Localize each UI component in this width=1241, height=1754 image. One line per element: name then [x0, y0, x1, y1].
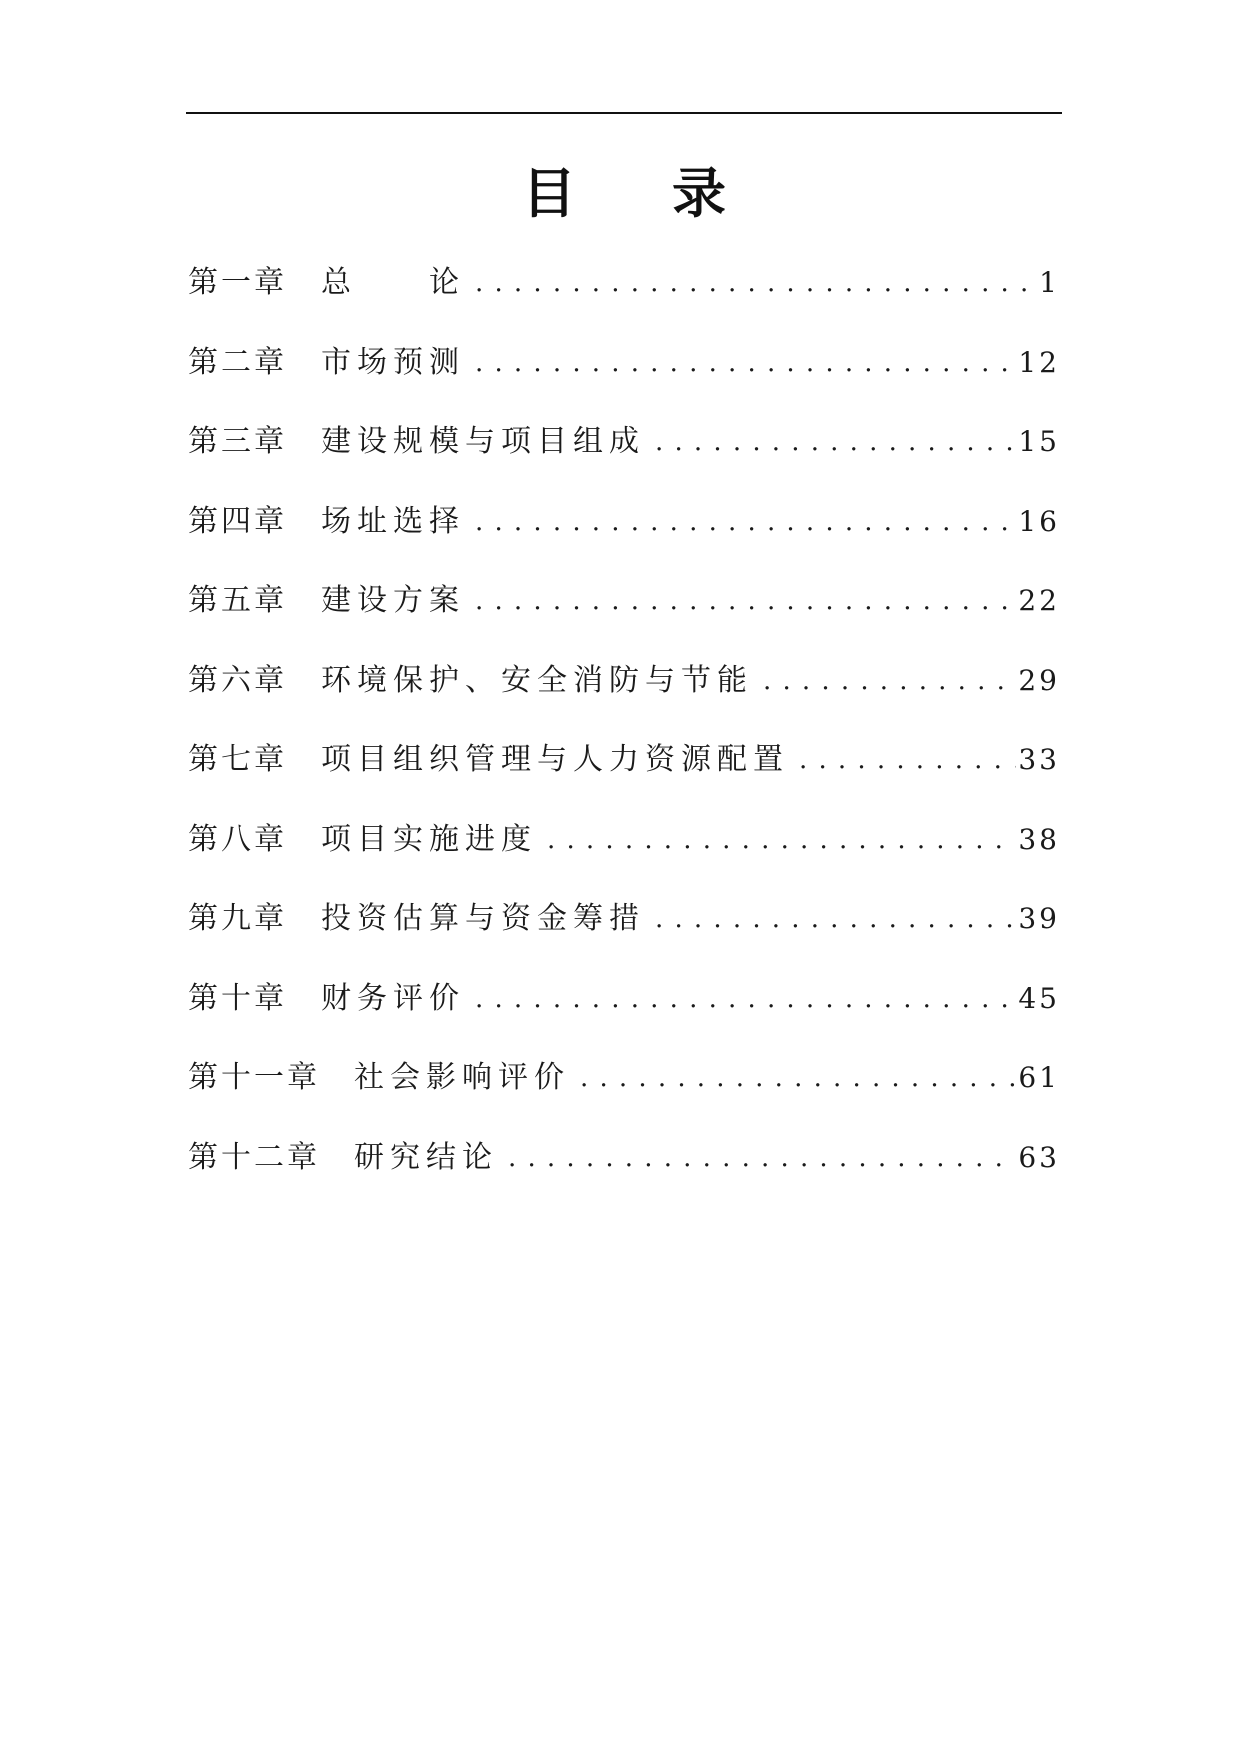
- entry-chapter: 第十二章: [188, 1139, 320, 1175]
- entry-chapter: 第四章: [188, 503, 287, 539]
- entry-title: 建设规模与项目组成: [321, 424, 645, 459]
- toc-list: [188, 251, 1060, 1205]
- entry-title: 建设方案: [321, 583, 465, 618]
- entry-chapter: 第三章: [188, 424, 287, 459]
- toc-entry-5[interactable]: [188, 569, 1060, 649]
- toc-entry-11[interactable]: [188, 1046, 1060, 1126]
- dot-leader: [570, 1046, 1016, 1110]
- header-rule: [186, 112, 1062, 114]
- dot-leader: [465, 967, 1016, 1031]
- entry-page-number: 33: [1018, 743, 1060, 776]
- dot-leader: [645, 887, 1016, 951]
- toc-entry-10[interactable]: [188, 967, 1060, 1047]
- toc-entry-4[interactable]: [188, 490, 1060, 570]
- entry-page-number: 38: [1018, 822, 1060, 856]
- entry-title: 财务评价: [321, 980, 465, 1016]
- entry-title: 投资估算与资金筹措: [321, 901, 645, 936]
- entry-page-number: 61: [1018, 1061, 1060, 1094]
- entry-title: 项目组织管理与人力资源配置: [321, 742, 789, 777]
- toc-entry-8[interactable]: [188, 808, 1060, 888]
- dot-leader: [465, 490, 1016, 554]
- dot-leader: [645, 410, 1016, 474]
- entry-page-number: 12: [1018, 345, 1060, 379]
- toc-entry-12[interactable]: [188, 1126, 1060, 1206]
- entry-chapter: 第九章: [188, 901, 287, 936]
- entry-page-number: 1: [1039, 266, 1060, 299]
- entry-page-number: 29: [1018, 663, 1060, 697]
- toc-entry-7[interactable]: [188, 728, 1060, 808]
- dot-leader: [537, 808, 1016, 872]
- entry-page-number: 15: [1018, 425, 1060, 458]
- entry-title: 项目实施进度: [321, 821, 537, 857]
- entry-chapter: 第一章: [188, 265, 287, 300]
- entry-title: 总 论: [321, 265, 465, 300]
- toc-entry-1[interactable]: [188, 251, 1060, 331]
- entry-title: 场址选择: [321, 503, 465, 539]
- entry-title: 市场预测: [321, 344, 465, 380]
- entry-page-number: 45: [1018, 981, 1060, 1015]
- toc-entry-3[interactable]: [188, 410, 1060, 490]
- toc-entry-9[interactable]: [188, 887, 1060, 967]
- toc-entry-2[interactable]: [188, 331, 1060, 411]
- entry-chapter: 第八章: [188, 821, 287, 857]
- entry-chapter: 第十章: [188, 980, 287, 1016]
- dot-leader: [498, 1126, 1016, 1190]
- entry-title: 环境保护、安全消防与节能: [321, 662, 753, 698]
- dot-leader: [789, 728, 1016, 792]
- entry-title: 社会影响评价: [354, 1060, 570, 1095]
- dot-leader: [465, 569, 1016, 633]
- entry-page-number: 39: [1018, 902, 1060, 935]
- entry-page-number: 22: [1018, 584, 1060, 617]
- toc-title: 目录: [522, 162, 822, 225]
- dot-leader: [465, 331, 1016, 395]
- entry-chapter: 第七章: [188, 742, 287, 777]
- entry-title: 研究结论: [354, 1139, 498, 1175]
- entry-chapter: 第五章: [188, 583, 287, 618]
- entry-page-number: 63: [1018, 1140, 1060, 1174]
- dot-leader: [465, 251, 1037, 315]
- dot-leader: [753, 649, 1016, 713]
- entry-page-number: 16: [1018, 504, 1060, 538]
- entry-chapter: 第十一章: [188, 1060, 320, 1095]
- toc-entry-6[interactable]: [188, 649, 1060, 729]
- entry-chapter: 第二章: [188, 344, 287, 380]
- entry-chapter: 第六章: [188, 662, 287, 698]
